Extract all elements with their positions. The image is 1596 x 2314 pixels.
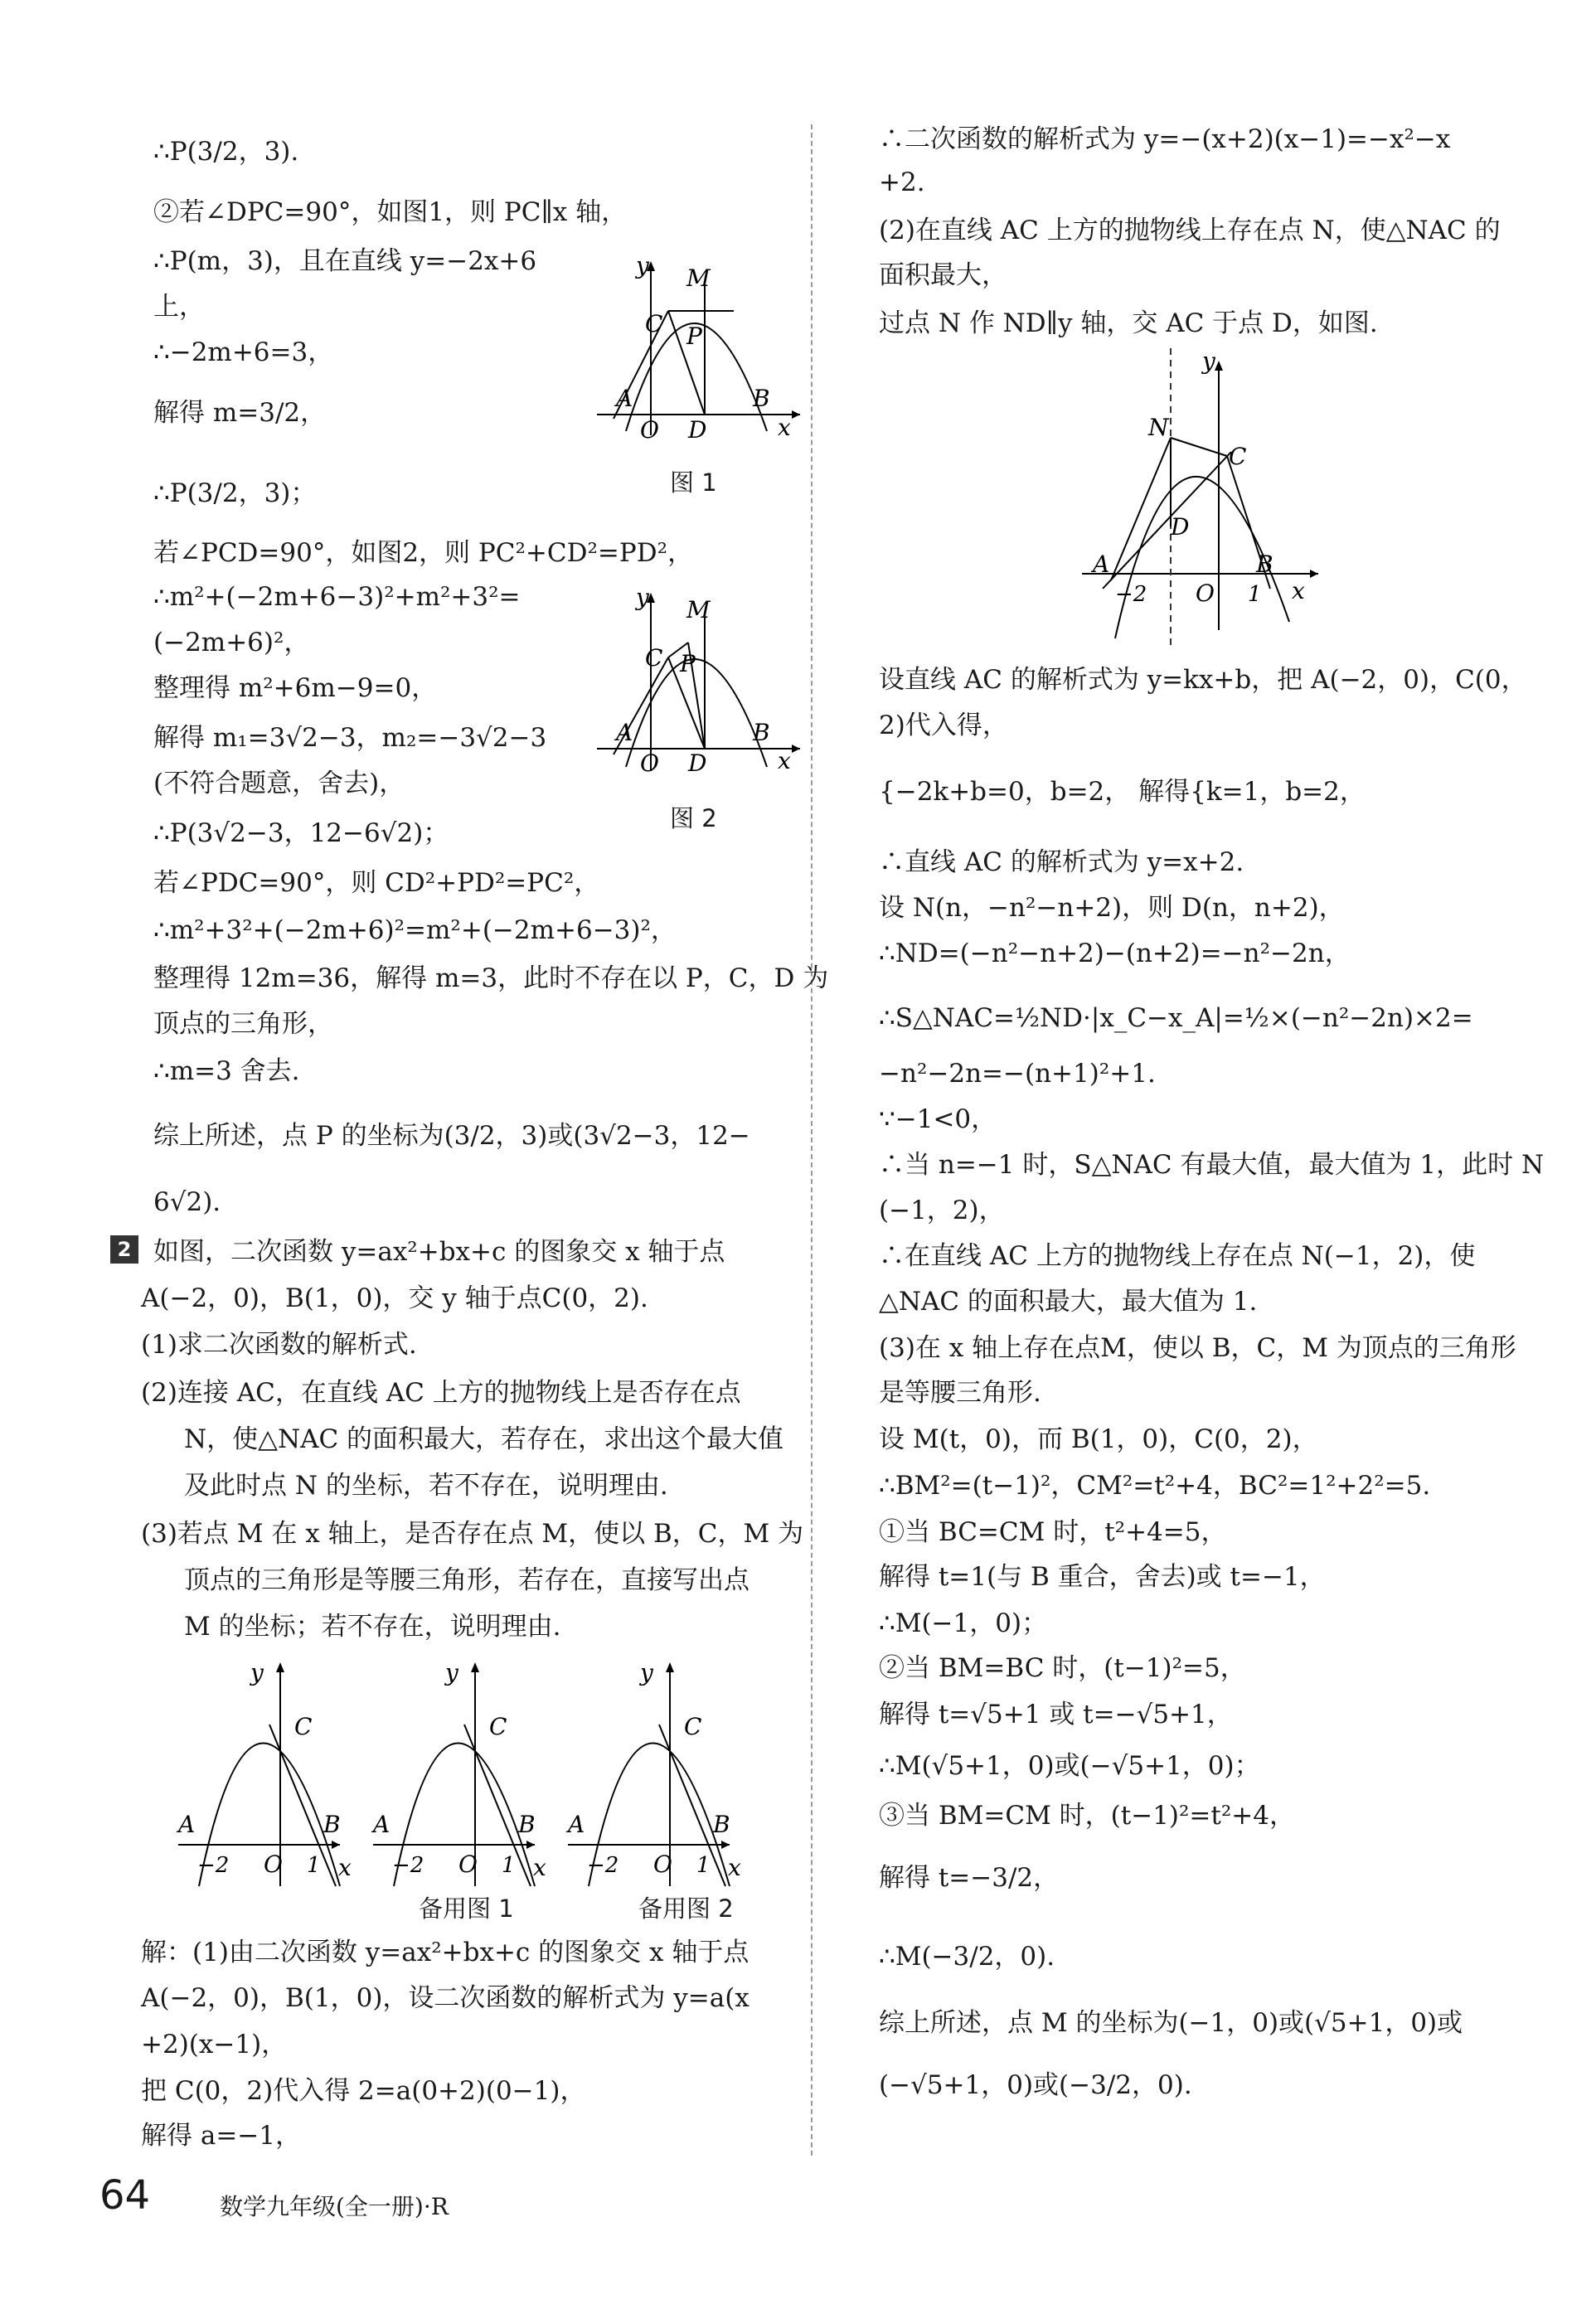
text-line: 若∠PDC=90°，则 CD²+PD²=PC²，	[153, 868, 600, 898]
text-line: 解得 t=1(与 B 重合，舍去)或 t=−1，	[879, 1562, 1326, 1592]
text-line: {−2k+b=0，b=2， 解得{k=1，b=2，	[879, 777, 1366, 807]
text-line: ∴P(m，3)，且在直线 y=−2x+6	[153, 246, 537, 276]
fig1-label: M	[686, 264, 711, 292]
text-line: 上，	[153, 292, 205, 322]
text-line: 过点 N 作 ND∥y 轴，交 AC 于点 D，如图.	[879, 308, 1378, 338]
spare3-label: −2	[587, 1853, 619, 1878]
question-text: 如图，二次函数 y=ax²+bx+c 的图象交 x 轴于点	[153, 1237, 725, 1267]
figure-2-caption: 图 2	[670, 804, 717, 832]
fig1-label: C	[645, 310, 663, 337]
fig1-label: B	[753, 385, 770, 412]
text-line: ∴BM²=(t−1)²，CM²=t²+4，BC²=1²+2²=5.	[879, 1471, 1431, 1501]
text-line: ∴当 n=−1 时，S△NAC 有最大值，最大值为 1，此时 N	[879, 1150, 1545, 1180]
spare1-label: B	[323, 1811, 341, 1838]
spare1-label: 1	[307, 1853, 321, 1878]
text-line: ∴m=3 舍去.	[153, 1056, 300, 1086]
text-line: 若∠PCD=90°，如图2，则 PC²+CD²=PD²，	[153, 538, 693, 568]
fig2-label: x	[778, 747, 791, 774]
text-line: ∴−2m+6=3，	[153, 337, 334, 367]
text-line: (2)在直线 AC 上方的抛物线上存在点 N，使△NAC 的	[879, 216, 1501, 245]
text-line: (3)在 x 轴上存在点M，使以 B，C，M 为顶点的三角形	[879, 1333, 1516, 1363]
text-line: ∴二次函数的解析式为 y=−(x+2)(x−1)=−x²−x	[879, 124, 1451, 154]
text-line: (−√5+1，0)或(−3/2，0).	[879, 2070, 1192, 2100]
figure-1-caption: 图 1	[670, 468, 717, 497]
spare3-label: y	[640, 1659, 653, 1686]
main-figure	[1078, 348, 1327, 647]
spare3-label: x	[728, 1854, 741, 1881]
text-line: ∵−1<0，	[879, 1104, 997, 1134]
fig1-label: A	[616, 385, 633, 412]
text-line: ①当 BC=CM 时，t²+4=5，	[879, 1517, 1227, 1547]
spare2-label: 1	[502, 1853, 516, 1878]
figure-1	[589, 249, 813, 439]
page-number: 64	[99, 2172, 151, 2219]
solution-text: 解得 a=−1，	[141, 2121, 302, 2151]
text-line: ∴m²+3²+(−2m+6)²=m²+(−2m+6−3)²，	[153, 915, 677, 945]
page-footer: 数学九年级(全一册)·R	[220, 2193, 449, 2220]
solution-text: 把 C(0，2)代入得 2=a(0+2)(0−1)，	[141, 2076, 586, 2106]
spare1-label: O	[264, 1851, 283, 1878]
fig1-label: D	[688, 416, 707, 439]
text-line: 解得 t=√5+1 或 t=−√5+1，	[879, 1700, 1233, 1729]
question-text: 及此时点 N 的坐标，若不存在，说明理由.	[184, 1471, 668, 1501]
spare-figure-3	[565, 1659, 741, 1886]
text-line: ∴M(√5+1，0)或(−√5+1，0)；	[879, 1751, 1260, 1781]
question-text: (3)若点 M 在 x 轴上，是否存在点 M，使以 B，C，M 为	[141, 1519, 804, 1549]
spare3-label: A	[568, 1811, 585, 1838]
fig2-label: B	[753, 719, 770, 746]
solution-text: +2)(x−1)，	[141, 2030, 288, 2059]
spare1-label: C	[294, 1713, 313, 1740]
question-text: N，使△NAC 的面积最大，若存在，求出这个最大值	[184, 1424, 784, 1454]
text-line: ∴P(3/2，3).	[153, 137, 299, 167]
text-line: 设 N(n，−n²−n+2)，则 D(n，n+2)，	[879, 893, 1345, 923]
main-figure-label: x	[1292, 577, 1305, 604]
main-figure-label: N	[1148, 414, 1169, 441]
text-line: ∴S△NAC=½ND·|x_C−x_A|=½×(−n²−2n)×2=	[879, 1003, 1473, 1033]
text-line: 6√2).	[153, 1187, 221, 1217]
spare2-label: y	[445, 1659, 458, 1686]
question-text: A(−2，0)，B(1，0)，交 y 轴于点C(0，2).	[141, 1283, 648, 1313]
main-figure-label: C	[1229, 443, 1247, 470]
text-line: 2)代入得，	[879, 711, 1008, 740]
main-figure-label: y	[1202, 348, 1215, 375]
fig2-label: M	[686, 596, 711, 623]
fig1-label: P	[686, 323, 702, 350]
spare2-label: C	[489, 1713, 507, 1740]
text-line: 设 M(t，0)，而 B(1，0)，C(0，2)，	[879, 1424, 1318, 1454]
spare-figure-2	[371, 1659, 546, 1886]
text-line: △NAC 的面积最大，最大值为 1.	[879, 1287, 1258, 1317]
question-number-badge: 2	[110, 1235, 138, 1264]
spare2-label: O	[458, 1851, 478, 1878]
question-text: (1)求二次函数的解析式.	[141, 1330, 417, 1360]
spare-figure-2-caption: 备用图 2	[638, 1894, 734, 1923]
fig2-label: O	[640, 750, 659, 775]
text-line: ∴M(−3/2，0).	[879, 1942, 1055, 1972]
question-text: 顶点的三角形是等腰三角形，若存在，直接写出点	[184, 1565, 749, 1595]
spare-figures	[174, 1658, 754, 1890]
spare2-label: B	[518, 1811, 536, 1838]
main-figure-label: A	[1093, 551, 1110, 578]
text-line: ∴m²+(−2m+6−3)²+m²+3²=	[153, 582, 521, 612]
text-line: ∴M(−1，0)；	[879, 1608, 1048, 1638]
text-line: ∴P(3/2，3)；	[153, 478, 317, 508]
spare2-label: x	[533, 1854, 546, 1881]
spare2-label: A	[373, 1811, 391, 1838]
text-line: ③当 BM=CM 时，(t−1)²=t²+4，	[879, 1801, 1295, 1831]
text-line: 整理得 12m=36，解得 m=3，此时不存在以 P，C，D 为	[153, 963, 829, 993]
fig1-label: y	[636, 252, 649, 279]
text-line: ∴P(3√2−3，12−6√2)；	[153, 818, 449, 848]
text-line: (−1，2)，	[879, 1196, 1005, 1225]
text-line: 面积最大，	[879, 260, 1007, 290]
spare1-label: x	[338, 1854, 352, 1881]
spare1-label: y	[250, 1659, 264, 1686]
text-line: ②当 BM=BC 时，(t−1)²=5，	[879, 1653, 1246, 1683]
fig1-label: x	[778, 414, 791, 439]
text-line: 解得 m₁=3√2−3，m₂=−3√2−3	[153, 723, 547, 753]
main-figure-label: −2	[1115, 582, 1147, 607]
text-line: ∴在直线 AC 上方的抛物线上存在点 N(−1，2)，使	[879, 1241, 1476, 1271]
question-text: (2)连接 AC，在直线 AC 上方的抛物线上是否存在点	[141, 1378, 741, 1408]
text-line: +2.	[879, 167, 925, 197]
text-line: 解得 m=3/2，	[153, 398, 327, 428]
text-line: 设直线 AC 的解析式为 y=kx+b，把 A(−2，0)，C(0，	[879, 665, 1527, 695]
text-line: 综上所述，点 P 的坐标为(3/2，3)或(3√2−3，12−	[153, 1121, 750, 1151]
text-line: (−2m+6)²，	[153, 628, 310, 657]
main-figure-label: B	[1256, 551, 1273, 578]
fig2-label: y	[636, 585, 649, 611]
spare1-label: A	[178, 1811, 196, 1838]
text-line: ∴直线 AC 的解析式为 y=x+2.	[879, 847, 1244, 877]
question-text: M 的坐标；若不存在，说明理由.	[184, 1612, 561, 1642]
fig2-label: P	[680, 650, 696, 677]
solution-text: 解：(1)由二次函数 y=ax²+bx+c 的图象交 x 轴于点	[141, 1938, 749, 1967]
spare1-label: −2	[197, 1853, 230, 1878]
text-line: 是等腰三角形.	[879, 1378, 1041, 1408]
text-line: −n²−2n=−(n+1)²+1.	[879, 1059, 1156, 1089]
text-line: 顶点的三角形，	[153, 1009, 333, 1039]
spare-figure-1	[176, 1659, 352, 1886]
spare-figure-1-caption: 备用图 1	[419, 1894, 514, 1923]
spare2-label: −2	[392, 1853, 424, 1878]
main-figure-label: D	[1171, 513, 1190, 541]
fig1-label: O	[640, 416, 659, 439]
spare3-label: 1	[696, 1853, 711, 1878]
fig2-label: C	[645, 644, 663, 672]
text-line: ∴ND=(−n²−n+2)−(n+2)=−n²−2n，	[879, 939, 1351, 968]
text-line: 解得 t=−3/2，	[879, 1863, 1060, 1893]
spare3-label: C	[684, 1713, 702, 1740]
fig2-label: A	[616, 719, 633, 746]
main-figure-label: 1	[1248, 582, 1262, 607]
text-line: (不符合题意，舍去)，	[153, 769, 405, 798]
spare3-label: B	[713, 1811, 730, 1838]
text-line: 综上所述，点 M 的坐标为(−1，0)或(√5+1，0)或	[879, 2008, 1463, 2038]
fig2-label: D	[688, 750, 707, 775]
main-figure-label: O	[1196, 580, 1215, 607]
solution-text: A(−2，0)，B(1，0)，设二次函数的解析式为 y=a(x	[141, 1983, 749, 2013]
figure-2	[589, 585, 813, 775]
spare3-label: O	[653, 1851, 672, 1878]
text-line: ②若∠DPC=90°，如图1，则 PC∥x 轴，	[153, 197, 628, 227]
text-line: 整理得 m²+6m−9=0，	[153, 673, 438, 703]
